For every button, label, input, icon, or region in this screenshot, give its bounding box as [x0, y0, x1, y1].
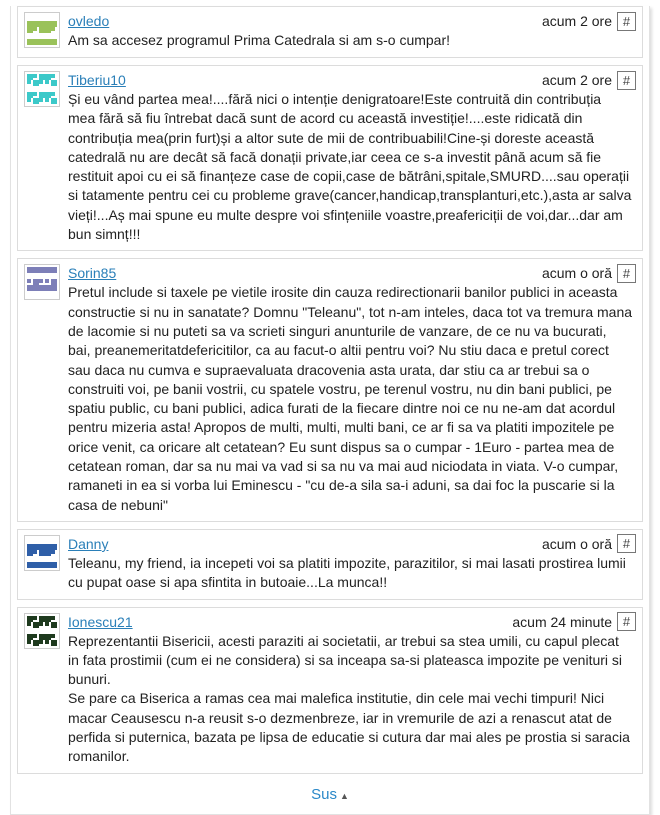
permalink-button[interactable]: # — [617, 12, 636, 31]
avatar[interactable] — [24, 535, 60, 571]
avatar[interactable] — [24, 264, 60, 300]
comment-timestamp: acum 2 ore — [541, 72, 612, 88]
comment-text: Reprezentantii Bisericii, acesti paraziti ai societatii, ar trebui sa stea umili, cu capul plecat in fata prostimii (cum ei ne considera) si sa inceapa sa-si plateasca impozite pe venituri si bunuri. Se pare ca Biserica a ramas cea mai malefica institutie, din cele mai vechi timpuri! Nici macar Ceausescu n-a reusit s-o dezmenbreze, iar in vremurile de azi a renascut atat de perfida si puternica, bazata pe lipsa de educatie si cutura dar mai ales pe prostia si saracia romanilor. — [68, 632, 630, 765]
comment-author-link[interactable]: Sorin85 — [68, 265, 117, 282]
comment-author-link[interactable]: ovledo — [68, 13, 110, 29]
comment — [17, 258, 643, 522]
identicon-image — [25, 536, 59, 570]
back-to-top-link[interactable] — [11, 781, 649, 812]
comment-text: Și eu vând partea mea!....fără nici o intenție denigratoare!Este contruită din contribuția mea fără să fiu întrebat dacă sunt de acord cu această investiție!....este ridicată din contribuția mea(prin furt)și a altor sute de mii de contribuabili!Cine-și doreste această catedrală nu are decât să facă donații private,iar ceea ce s-a investit până acum să fie restituit apoi cu ei să finanțeze case de copii,case de bătrâni,spitale,SMURD....sau operații si tatamente pentru cei cu probleme grave(cancer,handicap,transplanturi,etc.),asta ar salva vieți!...Aș mai spune eu multe despre voi sfințeniile voastre,preafericiții de voi,dar...dar am bun simnț!!! — [68, 91, 632, 243]
comment-timestamp: acum o oră — [541, 535, 612, 552]
identicon-image — [25, 265, 59, 299]
comment-list — [11, 6, 649, 774]
identicon-image — [25, 13, 59, 47]
comment-text: Teleanu, my friend, ia incepeti voi sa platiti impozite, parazitilor, si mai lasati prostirea lumii cu pupat oase si apa sfintita in butoaie...La munca!! — [68, 554, 626, 591]
comment-text: Pretul include si taxele pe vietile irosite din cauza redirectionarii banilor publici in aceasta constructie si nu in sanatate? Domnu "Teleanu", tot n-am inteles, daca tot va tremura mana de lacomie si nu puteti sa va scrieti singuri anunturile de vanzare, de ce nu va bucurati, bai, preanemeritatdefericitilor, ca au facut-o altii pentru voi? Nu stiu daca e pretul corect sau daca nu cumva e supraevaluata dracovenia asta urata, dar stiu ca ar trebui sa o construiti voi, pe banii vostrii, cu spatele vostru, pe terenul vostru, nu din bani publici, pe spatiu public, cu bani publici, adica furati de la fiecare dintre noi ce nu ne-am dat acordul pentru mizeria asta! Apropos de multi, multi, multi bani, ce ar fi sa va platiti impozitele pe orice venit, ca oricare alt cetatean? Eu sunt dispus sa o cumpar - 1Euro - partea mea de cetatean roman, dar sa nu mai va vad si sa nu va mai aud niciodata in viata. V-o cumpar, ramaneti in ea si vorba lui Eminescu - "cu de-a sila sa-i aduni, sa dai foc la puscarie si la casa de nebuni" — [68, 284, 633, 513]
comment — [17, 65, 643, 251]
back-to-top-label: Sus — [311, 785, 337, 803]
identicon-image — [25, 614, 59, 648]
permalink-button[interactable]: # — [617, 534, 636, 553]
comment-author-link[interactable]: Tiberiu10 — [68, 72, 126, 88]
comments-panel — [10, 6, 650, 815]
avatar[interactable] — [24, 12, 60, 48]
avatar[interactable] — [24, 613, 60, 649]
permalink-button[interactable]: # — [617, 264, 636, 283]
comment-timestamp: acum 24 minute — [512, 613, 612, 630]
comment — [17, 529, 643, 600]
chevron-up-icon: ▲ — [339, 790, 349, 801]
comment-timestamp: acum 2 ore — [541, 13, 612, 29]
avatar[interactable] — [24, 71, 60, 107]
comment — [17, 607, 643, 774]
comment — [17, 6, 643, 58]
permalink-button[interactable]: # — [617, 612, 636, 631]
comment-timestamp: acum o oră — [541, 265, 612, 282]
identicon-image — [25, 72, 59, 106]
comment-author-link[interactable]: Ionescu21 — [68, 613, 133, 630]
permalink-button[interactable]: # — [617, 71, 636, 90]
comment-author-link[interactable]: Danny — [68, 535, 109, 552]
comment-text: Am sa accesez programul Prima Catedrala si am s-o cumpar! — [68, 32, 451, 48]
